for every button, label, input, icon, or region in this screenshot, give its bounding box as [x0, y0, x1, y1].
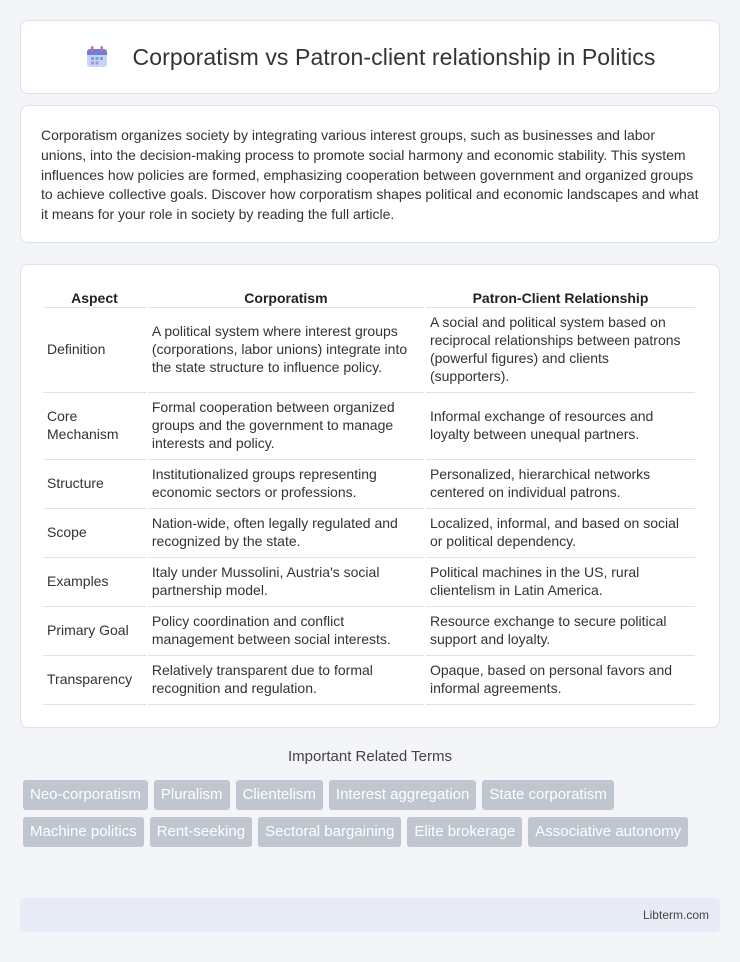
row-corporatism: Policy coordination and conflict management between social interests. [148, 607, 424, 656]
related-term-tag[interactable]: Elite brokerage [407, 817, 522, 847]
related-term-tag[interactable]: Interest aggregation [329, 780, 476, 810]
row-patron-client: Localized, informal, and based on social or political dependency. [426, 509, 695, 558]
table-row [43, 509, 695, 558]
intro-text: Corporatism organizes society by integrating various interest groups, such as businesses and labor unions, into the decision-making process to promote social harmony and economic stability. This system influences how policies are formed, emphasizing cooperation between government and organized groups to achieve collective goals. Discover how corporatism shapes political and economic landscapes and what it means for your role in society by reading the full article. [41, 127, 699, 223]
table-row [43, 393, 695, 460]
related-term-tag[interactable]: State corporatism [482, 780, 614, 810]
footer-site-link[interactable]: Libterm.com [642, 908, 709, 922]
row-corporatism: Formal cooperation between organized groups and the government to manage interests and policy. [148, 393, 424, 460]
row-patron-client: Personalized, hierarchical networks centered on individual patrons. [426, 460, 695, 509]
page-title: Corporatism vs Patron-client relationship in Politics [132, 43, 656, 70]
row-aspect: Primary Goal [43, 607, 146, 656]
footer [20, 898, 720, 932]
row-corporatism: Italy under Mussolini, Austria's social partnership model. [148, 558, 424, 607]
table-row [43, 308, 695, 393]
row-patron-client: Political machines in the US, rural clientelism in Latin America. [426, 558, 695, 607]
row-aspect: Scope [43, 509, 146, 558]
related-term-tag[interactable]: Clientelism [236, 780, 323, 810]
table-row [43, 558, 695, 607]
row-aspect: Examples [43, 558, 146, 607]
table-row [43, 460, 695, 509]
table-row [43, 656, 695, 705]
row-corporatism: Relatively transparent due to formal recognition and regulation. [148, 656, 424, 705]
header-aspect: Aspect [43, 284, 146, 308]
related-term-tag[interactable]: Sectoral bargaining [258, 817, 401, 847]
related-terms-title: Important Related Terms [288, 748, 452, 765]
row-aspect: Structure [43, 460, 146, 509]
row-corporatism: Institutionalized groups representing economic sectors or professions. [148, 460, 424, 509]
related-term-tag[interactable]: Associative autonomy [528, 817, 688, 847]
row-patron-client: Resource exchange to secure political support and loyalty. [426, 607, 695, 656]
table-row [43, 607, 695, 656]
row-patron-client: Informal exchange of resources and loyalty between unequal partners. [426, 393, 695, 460]
row-aspect: Transparency [43, 656, 146, 705]
header-card [20, 20, 720, 94]
related-term-tag[interactable]: Machine politics [23, 817, 144, 847]
row-aspect: Definition [43, 308, 146, 393]
row-corporatism: Nation-wide, often legally regulated and recognized by the state. [148, 509, 424, 558]
header-patron-client: Patron-Client Relationship [426, 284, 695, 308]
row-patron-client: A social and political system based on reciprocal relationships between patrons (powerful figures) and clients (supporters). [426, 308, 695, 393]
calendar-icon [84, 44, 110, 70]
row-corporatism: A political system where interest groups (corporations, labor unions) integrate into the state structure to influence policy. [148, 308, 424, 393]
related-terms-list [23, 780, 713, 847]
related-term-tag[interactable]: Neo-corporatism [23, 780, 148, 810]
intro-card [20, 105, 720, 243]
header-corporatism: Corporatism [148, 284, 424, 308]
related-term-tag[interactable]: Pluralism [154, 780, 230, 810]
table-header-row [43, 284, 695, 308]
comparison-table [41, 284, 697, 705]
row-aspect: Core Mechanism [43, 393, 146, 460]
comparison-card [20, 264, 720, 728]
row-patron-client: Opaque, based on personal favors and informal agreements. [426, 656, 695, 705]
related-term-tag[interactable]: Rent-seeking [150, 817, 252, 847]
